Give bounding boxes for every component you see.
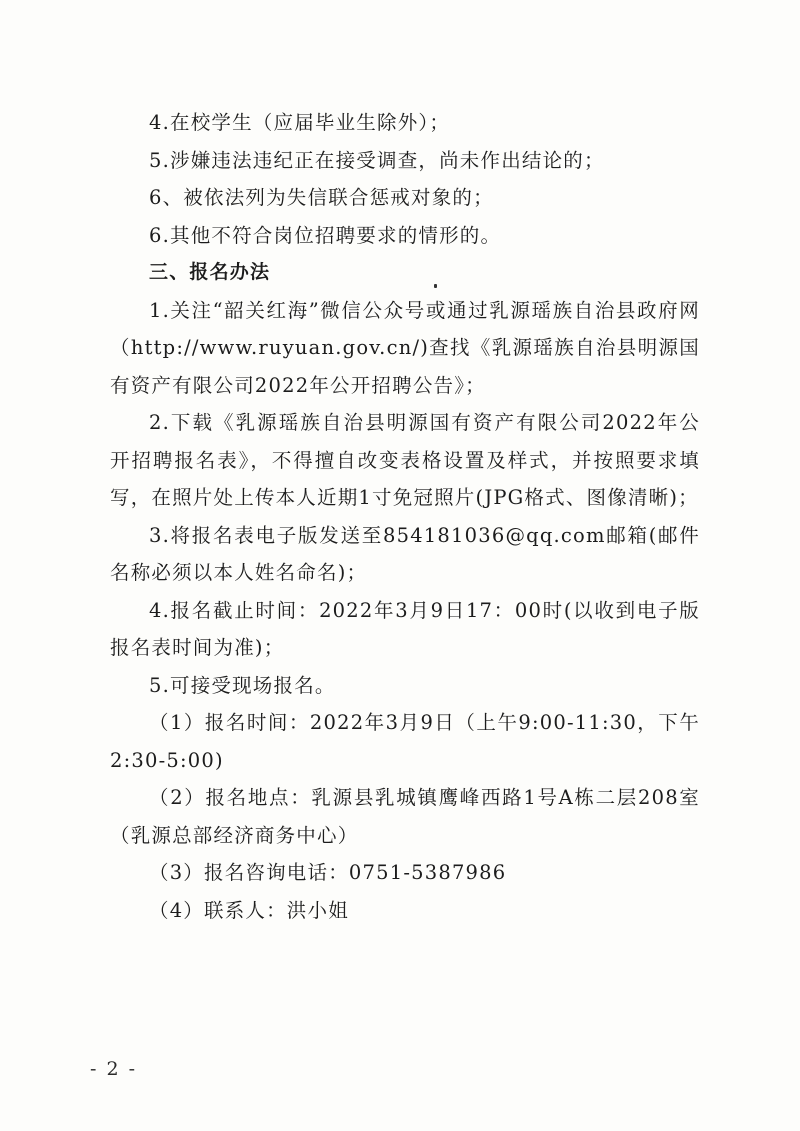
paragraph-step-4: 4.报名截止时间：2022年3月9日17：00时(以收到电子版报名表时间为准)； bbox=[110, 598, 700, 659]
paragraph-exclusion-4: 4.在校学生（应届毕业生除外）； bbox=[149, 111, 451, 134]
paragraph-onsite-phone: （3）报名咨询电话：0751-5387986 bbox=[149, 861, 507, 884]
page-number: - 2 - bbox=[90, 1058, 138, 1080]
paragraph-onsite-location: （2）报名地点：乳源县乳城镇鹰峰西路1号A栋二层208室（乳源总部经济商务中心） bbox=[110, 786, 700, 847]
paragraph-step-1: 1.关注“韶关红海”微信公众号或通过乳源瑶族自治县政府网（http://www.ruyuan.gov.cn/)查找《乳源瑶族自治县明源国有资产有限公司2022年公开招聘公告》； bbox=[110, 298, 700, 397]
paragraph-exclusion-5: 5.涉嫌违法违纪正在接受调查，尚未作出结论的； bbox=[149, 148, 605, 172]
paragraph-step-5: 5.可接受现场报名。 bbox=[149, 673, 336, 697]
section-heading-registration: 三、报名办法 bbox=[149, 261, 271, 283]
paragraph-onsite-time: （1）报名时间：2022年3月9日（上午9:00-11:30，下午2:30-5:00) bbox=[110, 711, 700, 772]
scan-speck bbox=[434, 284, 437, 288]
document-body bbox=[110, 104, 700, 929]
paragraph-step-3: 3.将报名表电子版发送至854181036@qq.com邮箱(邮件名称必须以本人姓名命名)； bbox=[110, 523, 700, 584]
paragraph-onsite-contact: （4）联系人：洪小姐 bbox=[149, 898, 349, 922]
paragraph-exclusion-6b: 6.其他不符合岗位招聘要求的情形的。 bbox=[149, 223, 502, 247]
paragraph-exclusion-6a: 6、被依法列为失信联合惩戒对象的； bbox=[149, 186, 494, 209]
paragraph-step-2: 2.下载《乳源瑶族自治县明源国有资产有限公司2022年公开招聘报名表》，不得擅自改变表格设置及样式，并按照要求填写，在照片处上传本人近期1寸免冠照片(JPG格式、图像清晰)； bbox=[110, 411, 700, 509]
